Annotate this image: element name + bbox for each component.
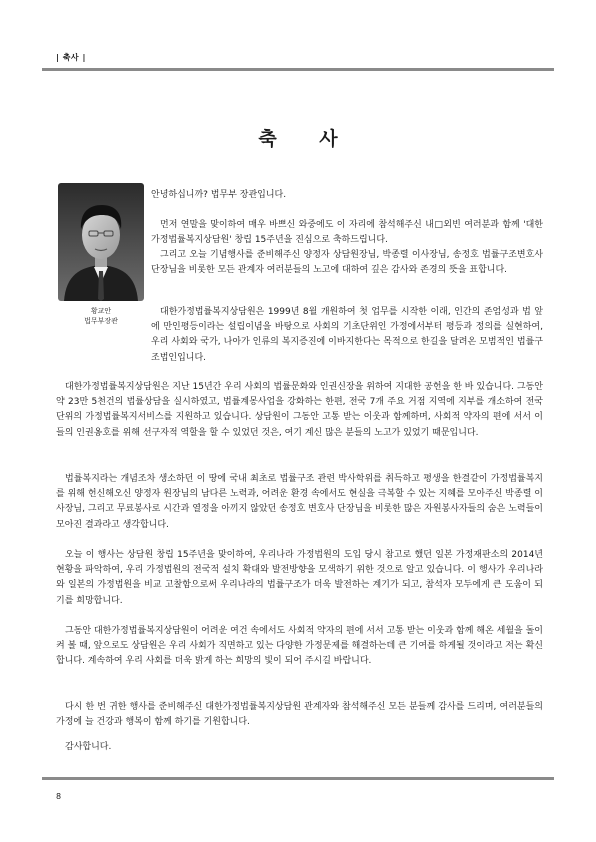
body-paragraph: 대한가정법률복지상담원은 1999년 8월 개원하여 첫 업무를 시작한 이래, 인간의 존엄성과 법 앞에 만인평등이라는 설립이념을 바탕으로 사회의 기초단위인 가정에서부터 평등과 정의를 실현하여, 우리 사회와 국가, 나아가 인류의 복지증진에 이바지한다는 목적으로 한길을 달려온 모범적인 법률구조법인입니다. [151,307,543,363]
portrait-image [58,183,144,301]
page-title: 축 사 [258,128,356,150]
header-divider [42,68,554,71]
footer-divider [42,777,554,780]
greeting: 안녕하십니까? 법무부 장관입니다. [151,190,287,200]
body-paragraph: 대한가정법률복지상담원은 지난 15년간 우리 사회의 법률문화와 인권신장을 위하여 지대한 공헌을 한 바 있습니다. 그동안 약 23만 5천건의 법률상담을 실시하였고, 법률계몽사업을 강화하는 한편, 전국 7개 주요 거점 지역에 지부를 개소하여 전국 단위의 가정법률복지서비스를 지원하고 있습니다. 상담원이 그동안 고통 받는 이웃과 함께하며, 사회적 약자의 편에 서서 이들의 인권옹호를 위해 선구자적 역할을 할 수 있었던 것은, 여기 계신 많은 분들의 노고가 있었기 때문입니다. [56,382,543,438]
body-paragraph: 그리고 오늘 기념행사를 준비해주신 양정자 상담원장님, 박종렬 이사장님, 송정호 법률구조변호사 단장님을 비롯한 모든 관계자 여러분들의 노고에 대하여 깊은 감사와 존경의 뜻을 표합니다. [151,250,543,276]
closing: 감사합니다. [65,742,112,752]
body-paragraph: 그동안 대한가정법률복지상담원이 어려운 여건 속에서도 사회적 약자의 편에 서서 고통 받는 이웃과 함께 해온 세월을 돌이켜 볼 때, 앞으로도 상담원은 우리 사회가 직면하고 있는 다양한 가정문제를 해결하는데 큰 기여를 하게될 것이라고 저는 확신합니다. 계속하여 우리 사회를 더욱 밝게 하는 희망의 빛이 되어 주시길 바랍니다. [56,626,543,667]
body-paragraph: 먼저 연말을 맞이하여 매우 바쁘신 와중에도 이 자리에 참석해주신 내□외빈 여러분과 함께 '대한가정법률복지상담원' 창립 15주년을 진심으로 축하드립니다. [151,220,543,246]
page-number: 8 [56,792,62,801]
portrait-name: 황교안 [90,307,112,315]
portrait-role: 법무부장관 [84,317,118,325]
body-paragraph: 다시 한 번 귀한 행사를 준비해주신 대한가정법률복지상담원 관계자와 참석해주신 모든 분들께 감사를 드리며, 여러분들의 가정에 늘 건강과 행복이 함께 하기를 기원합니다. [56,702,543,728]
body-paragraph: 오늘 이 행사는 상담원 창립 15주년을 맞이하여, 우리나라 가정법원의 도입 당시 참고로 했던 일본 가정재판소의 2014년 현황을 파악하여, 우리 가정법원의 전국적 설치 확대와 발전방향을 모색하기 위한 것으로 알고 있습니다. 이 행사가 우리나라와 일본의 가정법원을 비교 고찰함으로써 우리나라의 법률구조가 더욱 발전하는 계기가 되고, 참석자 모두에게 큰 도움이 되기를 희망합니다. [56,550,543,606]
portrait-photo [58,183,144,301]
section-header: | 축사 | [56,53,86,62]
body-paragraph: 법률복지라는 개념조차 생소하던 이 땅에 국내 최초로 법률구조 관련 박사학위를 취득하고 평생을 한결같이 가정법률복지를 위해 헌신해오신 양정자 원장님의 남다른 노력과, 어려운 환경 속에서도 현실을 극복할 수 있는 지혜를 모아주신 박종렬 이사장님, 그리고 무료봉사로 시간과 열정을 아끼지 않았던 송정호 변호사 단장님을 비롯한 많은 자원봉사자들의 숨은 노력들이 모아진 결과라고 생각합니다. [56,474,543,530]
